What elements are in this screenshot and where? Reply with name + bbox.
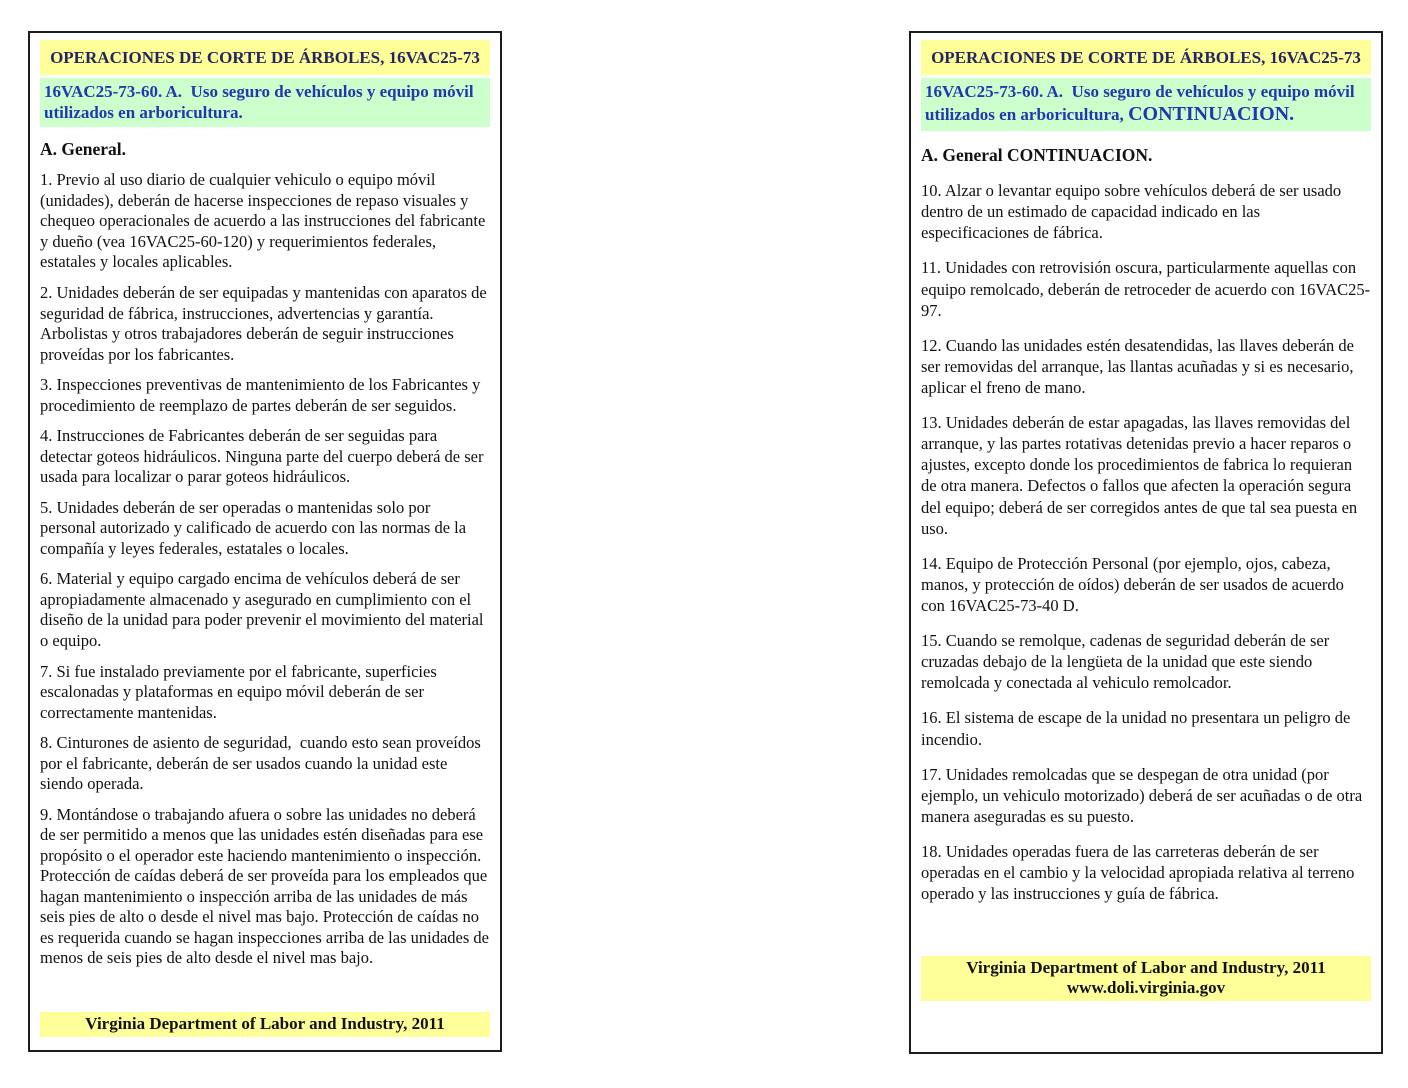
paragraph-item-7: 7. Si fue instalado previamente por el fabricante, superficies escalonadas y plataformas en equipo móvil deberán de ser correctamente mantenidas.: [40, 661, 437, 722]
paragraph-item-16: 16. El sistema de escape de la unidad no presentara un peligro de incendio.: [921, 708, 1351, 749]
footer-text: Virginia Department of Labor and Industry, 2011: [85, 1014, 445, 1034]
page-title: OPERACIONES DE CORTE DE ÁRBOLES, 16VAC25-73: [931, 48, 1361, 67]
paragraph-item-14: 14. Equipo de Protección Personal (por ejemplo, ojos, cabeza, manos, y protección de oídos) deberán de ser usados de acuerdo con 16VAC25-73-40 D.: [921, 553, 1344, 615]
left-page-panel: [28, 31, 502, 1052]
footer-text: Virginia Department of Labor and Industry, 2011: [966, 957, 1326, 977]
regulation-subtitle: 16VAC25-73-60. A. Uso seguro de vehículos y equipo móvil utilizados en arboricultura,: [925, 81, 1355, 124]
regulation-subtitle-band: [40, 78, 490, 128]
paragraph-item-17: 17. Unidades remolcadas que se despegan de otra unidad (por ejemplo, un vehiculo motorizado) deberá de ser acuñadas o de otra manera aseguradas es su puesto.: [921, 764, 1363, 826]
right-page-panel: [909, 31, 1383, 1054]
paragraph-item-18: 18. Unidades operadas fuera de las carreteras deberán de ser operadas en el cambio y la velocidad apropiada relativa al terreno operado y las instrucciones y guía de fábrica.: [921, 841, 1355, 904]
paragraph-item-9: 9. Montándose o trabajando afuera o sobre las unidades no deberá de ser permitido a menos que las unidades estén diseñadas para ese propósito o el operador este haciendo mantenimiento o inspección. Protección de caídas deberá de ser proveída para los empleados que hagan mantenimiento o inspección arriba de las unidades de más seis pies de alto o desde el nivel mas bajo. Protección de caídas no es requerida cuando se hagan inspecciones arriba de las unidades de menos de seis pies de alto desde el nivel mas bajo.: [40, 804, 489, 968]
footer-url: www.doli.virginia.gov: [1066, 978, 1226, 998]
section-heading: A. General.: [40, 139, 127, 160]
paragraph-item-6: 6. Material y equipo cargado encima de vehículos deberá de ser apropiadamente almacenado y asegurado en cumplimiento con el diseño de la unidad para poder prevenir el movimiento del material o equipo.: [40, 569, 484, 650]
paragraph-item-4: 4. Instrucciones de Fabricantes deberán de ser seguidas para detectar goteos hidráulicos. Ninguna parte del cuerpo deberá de ser usada para localizar o parar goteos hidráulicos.: [40, 426, 484, 487]
regulation-subtitle: 16VAC25-73-60. A. Uso seguro de vehículos y equipo móvil utilizados en arboricultura.: [44, 81, 474, 122]
footer-band: [40, 1012, 490, 1037]
page-title-band: [921, 40, 1371, 75]
paragraph-item-13: 13. Unidades deberán de estar apagadas, las llaves removidas del arranque, y las partes rotativas detenidas previo a hacer reparos o ajustes, excepto donde los procedimientos de fabrica lo requieran de otra manera. Defectos o fallos que afecten la operación segura del equipo; deberá de ser corregidos antes de que tal sea puesta en uso.: [921, 413, 1358, 538]
paragraph-item-2: 2. Unidades deberán de ser equipadas y mantenidas con aparatos de seguridad de fábrica, instrucciones, advertencias y garantía. Arbolistas y otros trabajadores deberán de seguir instrucciones proveídas por los fabricantes.: [40, 283, 487, 364]
page-title: OPERACIONES DE CORTE DE ÁRBOLES, 16VAC25-73: [50, 48, 480, 67]
paragraph-item-15: 15. Cuando se remolque, cadenas de seguridad deberán de ser cruzadas debajo de la lengüeta de la unidad que este siendo remolcada y conectada al vehiculo remolcador.: [921, 631, 1330, 693]
paragraph-item-3: 3. Inspecciones preventivas de mantenimiento de los Fabricantes y procedimiento de reemplazo de partes deberán de ser seguidos.: [40, 375, 481, 415]
paragraph-item-8: 8. Cinturones de asiento de seguridad, cuando esto sean proveídos por el fabricante, deberán de ser usados cuando la unidad este siendo operada.: [40, 733, 481, 794]
page-title-band: [40, 40, 490, 75]
paragraph-item-10: 10. Alzar o levantar equipo sobre vehículos deberá de ser usado dentro de un estimado de capacidad indicado en las especificaciones de fábrica.: [921, 181, 1342, 243]
paragraph-item-5: 5. Unidades deberán de ser operadas o mantenidas solo por personal autorizado y calificado de acuerdo con las normas de la compañía y leyes federales, estatales o locales.: [40, 497, 467, 558]
paragraph-item-12: 12. Cuando las unidades estén desatendidas, las llaves deberán de ser removidas del arranque, las llantas acuñadas y si es necesario, aplicar el freno de mano.: [921, 335, 1354, 398]
regulation-subtitle-continuation: CONTINUACION.: [1128, 102, 1295, 125]
paragraph-item-1: 1. Previo al uso diario de cualquier vehiculo o equipo móvil (unidades), deberán de hacerse inspecciones de repaso visuales y chequeo operacionales de acuerdo a las instrucciones del fabricante y dueño (vea 16VAC25-60-120) y requerimientos federales, estatales y locales aplicables.: [40, 170, 486, 272]
footer-band: [921, 956, 1371, 1001]
paragraph-item-11: 11. Unidades con retrovisión oscura, particularmente aquellas con equipo remolcado, deberán de retroceder de acuerdo con 16VAC25-97.: [921, 258, 1371, 320]
section-heading: A. General CONTINUACION.: [921, 145, 1153, 166]
regulation-subtitle-band: [921, 78, 1371, 132]
